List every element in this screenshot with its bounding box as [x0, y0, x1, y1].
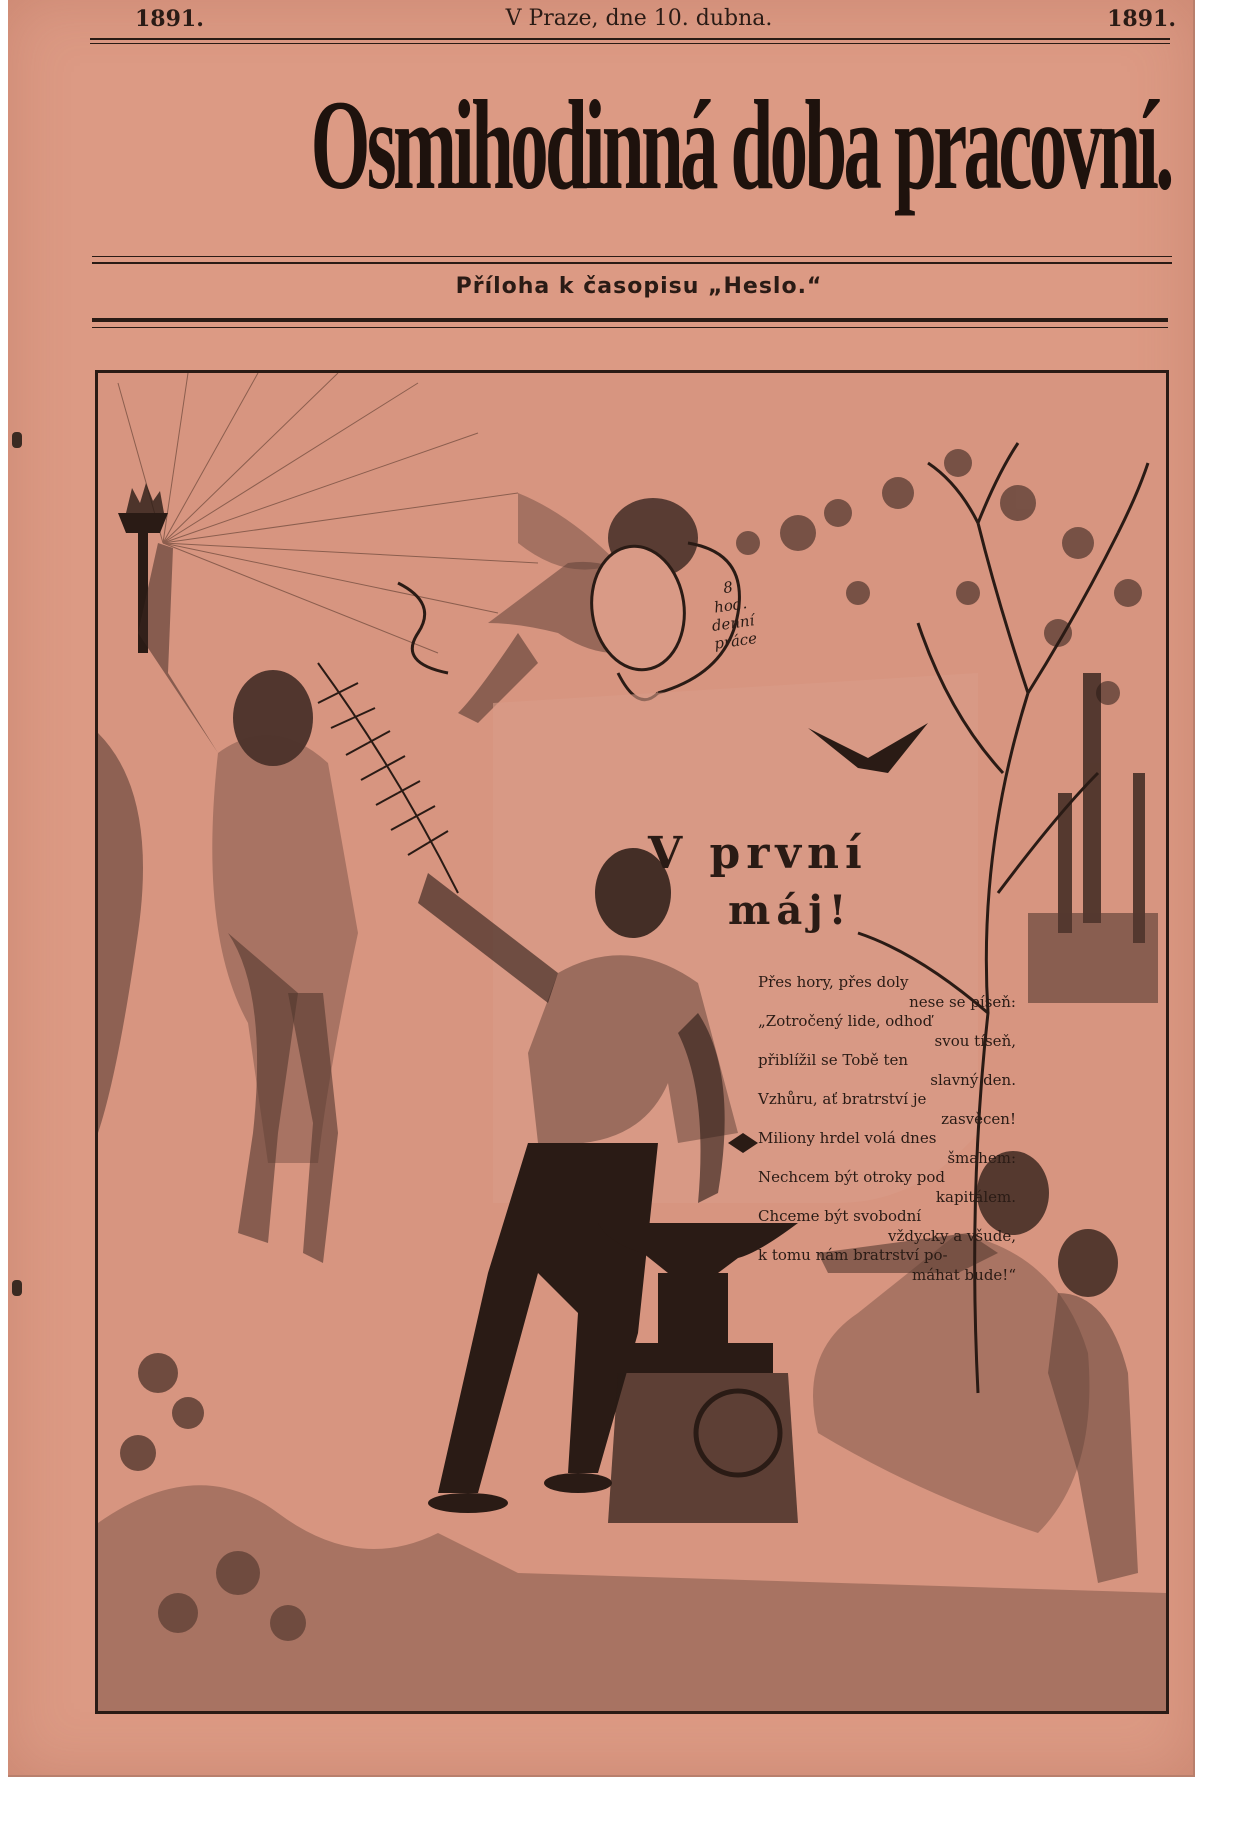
badge-text: [688, 573, 782, 701]
subtitle-rule-thin: [92, 327, 1168, 328]
subtitle: Příloha k časopisu „Heslo.“: [455, 274, 823, 299]
poem-line: šmahem:: [947, 1148, 1016, 1167]
poem-line: kapitálem.: [935, 1187, 1016, 1206]
poem-heading-line2: máj!: [728, 887, 853, 934]
poem-line: k tomu nám bratrství po-: [758, 1246, 948, 1264]
factory-chimneys: [1028, 673, 1158, 1003]
subtitle-rule-thick: [92, 318, 1168, 322]
illustration: [95, 370, 1169, 1714]
poem-line: svou tíseň,: [934, 1031, 1016, 1050]
dateline: [90, 4, 1188, 34]
top-rule: [90, 38, 1170, 40]
tree-leaves: [736, 449, 1142, 705]
year-left: 1891.: [135, 6, 204, 32]
scan-margin: [1195, 0, 1243, 1828]
year-right: 1891.: [1107, 6, 1176, 32]
title-rule: [92, 262, 1172, 264]
poem-line: Vzhůru, ať bratrství je: [758, 1090, 927, 1108]
poem-line: Nechcem být otroky pod: [758, 1168, 946, 1186]
poem-line: Přes hory, přes doly: [758, 973, 909, 991]
poem-line: přiblížil se Tobě ten: [758, 1051, 909, 1069]
woman-figure: [98, 543, 358, 1263]
badge-line: hod.: [712, 594, 749, 617]
binding-hole: [12, 432, 22, 448]
poem: [758, 973, 1016, 1285]
page-title: Osmihodinná doba pracovní.: [310, 74, 1171, 216]
poem-line: Miliony hrdel volá dnes: [758, 1129, 937, 1147]
poem-line: nese se píseň:: [909, 992, 1016, 1011]
binding-hole: [12, 1280, 22, 1296]
top-rule-thin: [90, 43, 1170, 44]
badge-line: denní: [710, 611, 756, 636]
place-date: V Praze, dne 10. dubna.: [505, 6, 773, 31]
poem-heading-line1: V první: [648, 828, 868, 879]
poem-line: „Zotročený lide, odhoď: [758, 1012, 933, 1030]
poem-line: Chceme být svobodní: [758, 1207, 922, 1225]
poem-line: máhat bude!“: [911, 1265, 1016, 1284]
sun-rays: [118, 373, 538, 653]
ribbon: [398, 583, 448, 673]
badge-line: 8: [722, 577, 735, 598]
poem-line: vždycky a všude,: [888, 1226, 1016, 1245]
poem-line: zasvěcen!: [941, 1109, 1016, 1128]
badge-line: práce: [713, 629, 759, 653]
title-rule-thin: [92, 256, 1172, 257]
poem-heading: [648, 828, 978, 934]
poem-line: slavný den.: [930, 1070, 1016, 1089]
